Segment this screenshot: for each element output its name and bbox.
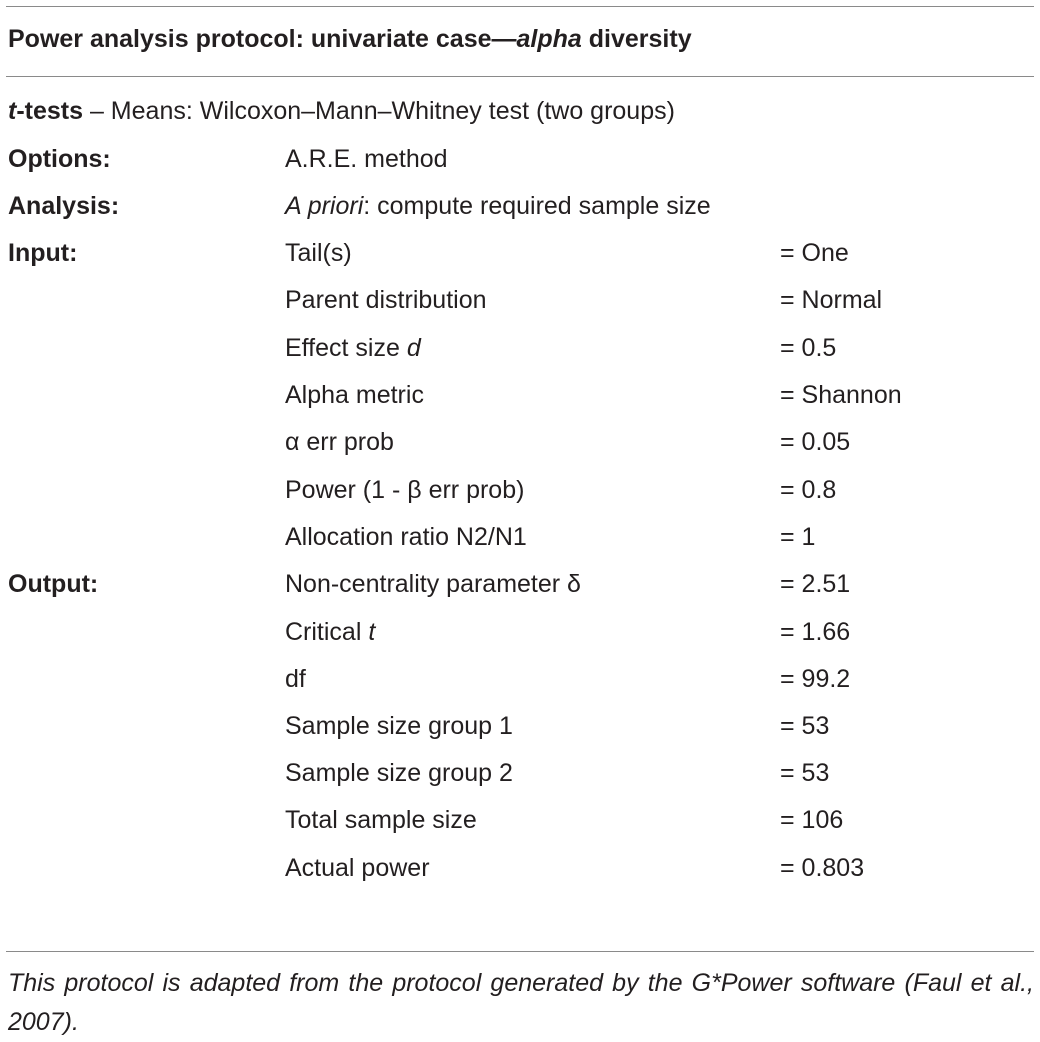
citation-link[interactable]: Faul et al., 2007: [8, 969, 1034, 1036]
input-value: = 0.5: [780, 334, 837, 362]
output-param: Non-centrality parameter δ: [285, 570, 581, 598]
input-param: Allocation ratio N2/N1: [285, 523, 527, 551]
output-label: Output:: [8, 570, 99, 598]
input-row: [0, 286, 1040, 326]
analysis-value: [285, 192, 711, 221]
output-param: df: [285, 665, 306, 693]
analysis-label: Analysis:: [8, 192, 120, 220]
output-row: [0, 854, 1040, 894]
options-value: A.R.E. method: [285, 145, 448, 173]
output-param: Actual power: [285, 854, 430, 882]
table-title: [8, 25, 692, 54]
title-prefix: Power analysis protocol: univariate case—: [8, 25, 517, 53]
test-description-text: – Means: Wilcoxon–Mann–Whitney test (two groups): [83, 97, 675, 125]
table-footnote: [8, 964, 1034, 1042]
input-value: = Normal: [780, 286, 883, 314]
test-t-italic: t: [8, 97, 17, 125]
options-label: Options:: [8, 145, 111, 173]
analysis-row: [0, 192, 1040, 232]
test-label: [8, 97, 83, 125]
input-row: [0, 239, 1040, 279]
output-value: = 53: [780, 759, 830, 787]
footnote-text: This protocol is adapted from the protocol generated by the G*Power software (: [8, 969, 913, 997]
input-value: = One: [780, 239, 849, 267]
input-param: Effect size d: [285, 334, 421, 362]
test-label-text: -tests: [16, 97, 84, 125]
output-param: Sample size group 2: [285, 759, 513, 787]
input-value: = Shannon: [780, 381, 902, 409]
input-row: [0, 381, 1040, 421]
output-param: Total sample size: [285, 806, 477, 834]
input-param: α err prob: [285, 428, 394, 456]
input-row: [0, 428, 1040, 468]
input-param: Parent distribution: [285, 286, 487, 314]
input-value: = 1: [780, 523, 816, 551]
output-value: = 0.803: [780, 854, 865, 882]
output-value: = 2.51: [780, 570, 851, 598]
top-rule: [6, 6, 1034, 7]
output-row: [0, 759, 1040, 799]
bottom-rule: [6, 951, 1034, 952]
input-row: [0, 476, 1040, 516]
input-param: Alpha metric: [285, 381, 424, 409]
footnote-end: ).: [63, 1008, 79, 1036]
input-param: Power (1 - β err prob): [285, 476, 525, 504]
output-value: = 1.66: [780, 618, 851, 646]
input-row: [0, 334, 1040, 374]
test-description: [8, 97, 675, 126]
output-param: Sample size group 1: [285, 712, 513, 740]
output-row: [0, 618, 1040, 658]
input-value: = 0.8: [780, 476, 837, 504]
input-label: Input:: [8, 239, 78, 267]
output-row: [0, 806, 1040, 846]
options-row: [0, 145, 1040, 185]
output-row: [0, 712, 1040, 752]
analysis-emphasis: A priori: [285, 192, 364, 220]
analysis-rest: : compute required sample size: [363, 192, 711, 220]
title-emphasis: alpha: [516, 25, 582, 53]
input-param: Tail(s): [285, 239, 352, 267]
title-rule: [6, 76, 1034, 77]
title-suffix: diversity: [581, 25, 692, 53]
output-row: [0, 570, 1040, 610]
output-value: = 99.2: [780, 665, 851, 693]
input-row: [0, 523, 1040, 563]
input-value: = 0.05: [780, 428, 851, 456]
output-value: = 106: [780, 806, 844, 834]
output-row: [0, 665, 1040, 705]
output-value: = 53: [780, 712, 830, 740]
output-param: Critical t: [285, 618, 376, 646]
